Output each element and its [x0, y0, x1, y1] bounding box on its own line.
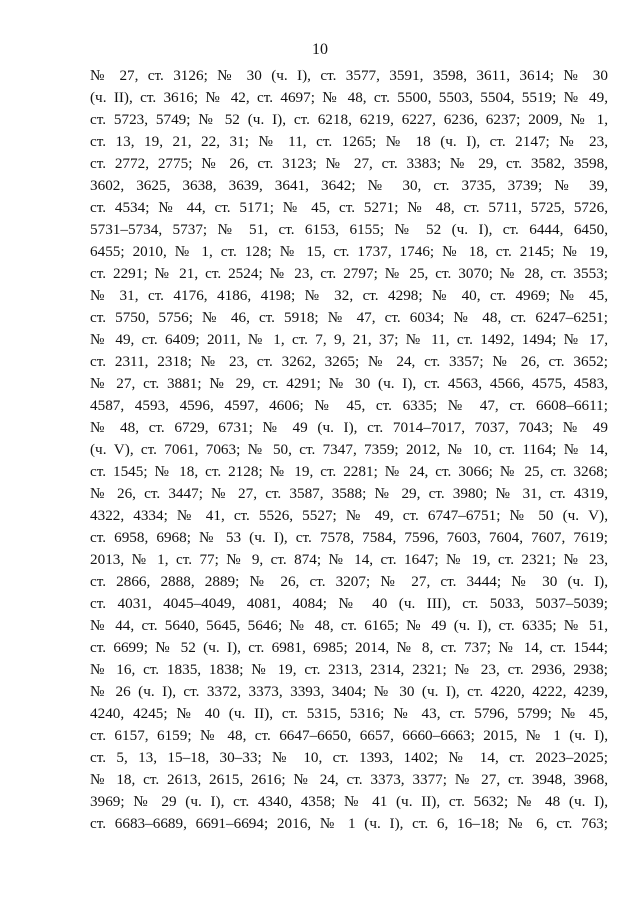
text-line: 4587, 4593, 4596, 4597, 4606; № 45, ст. 6335; № 47, ст. 6608–6611;	[90, 397, 608, 414]
text-line: № 16, ст. 1835, 1838; № 19, ст. 2313, 2314, 2321; № 23, ст. 2936, 2938;	[90, 661, 608, 678]
text-line: № 31, ст. 4176, 4186, 4198; № 32, ст. 4298; № 40, ст. 4969; № 45,	[90, 287, 608, 304]
text-line: ст. 2311, 2318; № 23, ст. 3262, 3265; № 24, ст. 3357; № 26, ст. 3652;	[90, 353, 608, 370]
text-line: ст. 6157, 6159; № 48, ст. 6647–6650, 6657, 6660–6663; 2015, № 1 (ч. I),	[90, 727, 608, 744]
text-line: 3602, 3625, 3638, 3639, 3641, 3642; № 30, ст. 3735, 3739; № 39,	[90, 177, 608, 194]
text-line: 5731–5734, 5737; № 51, ст. 6153, 6155; № 52 (ч. I), ст. 6444, 6450,	[90, 221, 608, 238]
text-line: ст. 1545; № 18, ст. 2128; № 19, ст. 2281; № 24, ст. 3066; № 25, ст. 3268;	[90, 463, 608, 480]
text-line: № 44, ст. 5640, 5645, 5646; № 48, ст. 6165; № 49 (ч. I), ст. 6335; № 51,	[90, 617, 608, 634]
text-line: № 48, ст. 6729, 6731; № 49 (ч. I), ст. 7014–7017, 7037, 7043; № 49	[90, 419, 608, 436]
text-line: 3969; № 29 (ч. I), ст. 4340, 4358; № 41 (ч. II), ст. 5632; № 48 (ч. I),	[90, 793, 608, 810]
text-line: № 27, ст. 3126; № 30 (ч. I), ст. 3577, 3591, 3598, 3611, 3614; № 30	[90, 67, 608, 84]
text-line: ст. 5750, 5756; № 46, ст. 5918; № 47, ст. 6034; № 48, ст. 6247–6251;	[90, 309, 608, 326]
text-line: ст. 13, 19, 21, 22, 31; № 11, ст. 1265; № 18 (ч. I), ст. 2147; № 23,	[90, 133, 608, 150]
text-line: (ч. II), ст. 3616; № 42, ст. 4697; № 48, ст. 5500, 5503, 5504, 5519; № 49,	[90, 89, 608, 106]
text-line: № 26 (ч. I), ст. 3372, 3373, 3393, 3404; № 30 (ч. I), ст. 4220, 4222, 4239,	[90, 683, 608, 700]
text-line: ст. 6683–6689, 6691–6694; 2016, № 1 (ч. I), ст. 6, 16–18; № 6, ст. 763;	[90, 815, 608, 832]
text-line: ст. 2772, 2775; № 26, ст. 3123; № 27, ст. 3383; № 29, ст. 3582, 3598,	[90, 155, 608, 172]
text-line: ст. 5723, 5749; № 52 (ч. I), ст. 6218, 6219, 6227, 6236, 6237; 2009, № 1,	[90, 111, 608, 128]
text-line: ст. 4534; № 44, ст. 5171; № 45, ст. 5271; № 48, ст. 5711, 5725, 5726,	[90, 199, 608, 216]
text-line: 4240, 4245; № 40 (ч. II), ст. 5315, 5316; № 43, ст. 5796, 5799; № 45,	[90, 705, 608, 722]
text-line: ст. 5, 13, 15–18, 30–33; № 10, ст. 1393, 1402; № 14, ст. 2023–2025;	[90, 749, 608, 766]
text-line: ст. 2291; № 21, ст. 2524; № 23, ст. 2797; № 25, ст. 3070; № 28, ст. 3553;	[90, 265, 608, 282]
text-line: (ч. V), ст. 7061, 7063; № 50, ст. 7347, 7359; 2012, № 10, ст. 1164; № 14,	[90, 441, 608, 458]
text-line: № 18, ст. 2613, 2615, 2616; № 24, ст. 3373, 3377; № 27, ст. 3948, 3968,	[90, 771, 608, 788]
text-line: 2013, № 1, ст. 77; № 9, ст. 874; № 14, ст. 1647; № 19, ст. 2321; № 23,	[90, 551, 608, 568]
legal-references-text	[90, 65, 608, 835]
text-line: 6455; 2010, № 1, ст. 128; № 15, ст. 1737, 1746; № 18, ст. 2145; № 19,	[90, 243, 608, 260]
page-number: 10	[312, 41, 328, 58]
text-line: 4322, 4334; № 41, ст. 5526, 5527; № 49, ст. 6747–6751; № 50 (ч. V),	[90, 507, 608, 524]
text-line: № 27, ст. 3881; № 29, ст. 4291; № 30 (ч. I), ст. 4563, 4566, 4575, 4583,	[90, 375, 608, 392]
text-line: ст. 4031, 4045–4049, 4081, 4084; № 40 (ч. III), ст. 5033, 5037–5039;	[90, 595, 608, 612]
text-line: № 26, ст. 3447; № 27, ст. 3587, 3588; № 29, ст. 3980; № 31, ст. 4319,	[90, 485, 608, 502]
text-line: ст. 6958, 6968; № 53 (ч. I), ст. 7578, 7584, 7596, 7603, 7604, 7607, 7619;	[90, 529, 608, 546]
text-line: ст. 2866, 2888, 2889; № 26, ст. 3207; № 27, ст. 3444; № 30 (ч. I),	[90, 573, 608, 590]
text-line: ст. 6699; № 52 (ч. I), ст. 6981, 6985; 2014, № 8, ст. 737; № 14, ст. 1544;	[90, 639, 608, 656]
text-line: № 49, ст. 6409; 2011, № 1, ст. 7, 9, 21, 37; № 11, ст. 1492, 1494; № 17,	[90, 331, 608, 348]
